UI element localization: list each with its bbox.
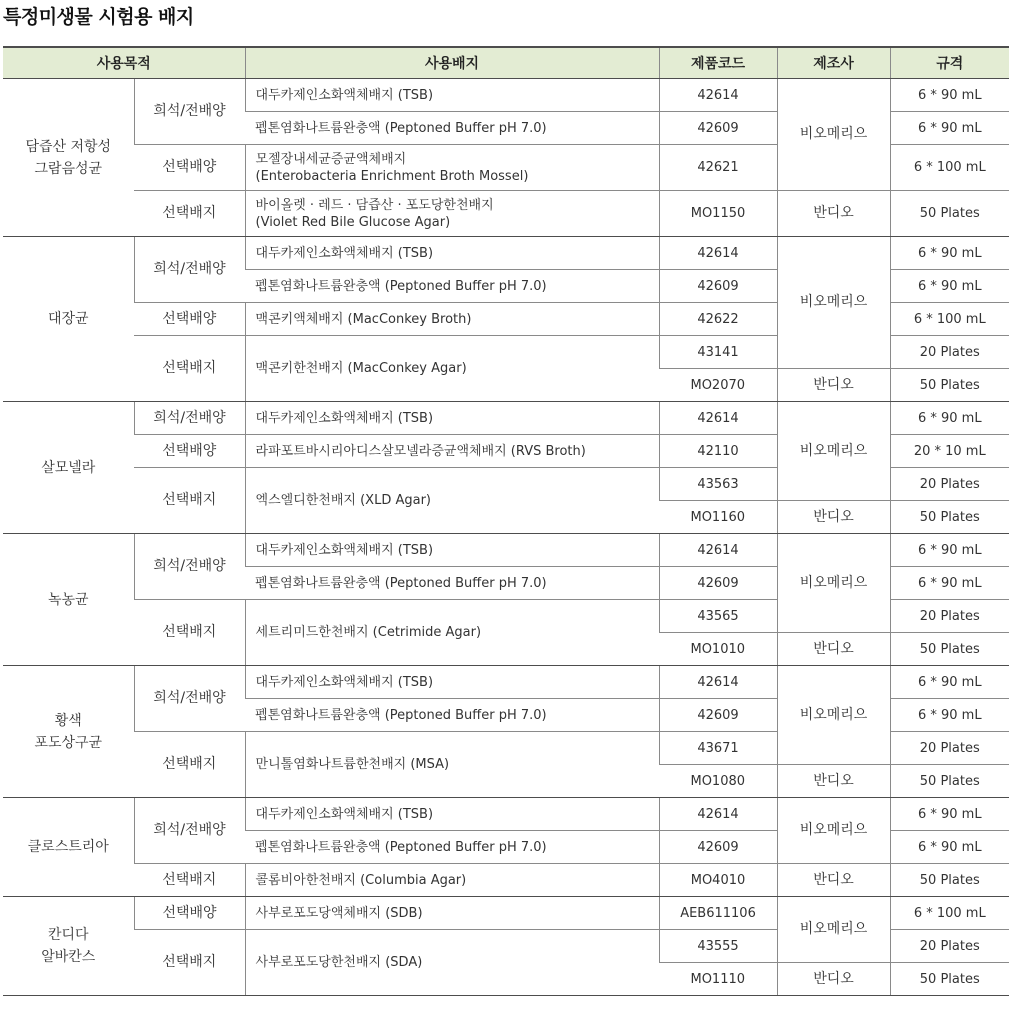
maker-cell: 비오메리으 — [777, 798, 890, 864]
page-title: 특정미생물 시험용 배지 — [3, 6, 194, 28]
organism-cell: 녹농균 — [3, 534, 134, 666]
code-cell: 42609 — [659, 699, 777, 732]
spec-cell: 6 * 100 mL — [890, 897, 1009, 930]
table-row — [3, 402, 1009, 435]
purpose-cell: 희석/전배양 — [134, 534, 245, 600]
purpose-cell: 희석/전배양 — [134, 79, 245, 145]
maker-cell: 반디오 — [777, 864, 890, 897]
media-cell: 사부로포도당한천배지 (SDA) — [245, 930, 659, 996]
media-cell: 대두카제인소화액체배지 (TSB) — [245, 534, 659, 567]
media-cell: 대두카제인소화액체배지 (TSB) — [245, 666, 659, 699]
header-spec: 규격 — [890, 47, 1009, 79]
maker-cell: 반디오 — [777, 765, 890, 798]
code-cell: 43565 — [659, 600, 777, 633]
code-cell: 43555 — [659, 930, 777, 963]
media-cell: 사부로포도당액체배지 (SDB) — [245, 897, 659, 930]
media-cell: 콜롬비아한천배지 (Columbia Agar) — [245, 864, 659, 897]
purpose-cell: 희석/전배양 — [134, 798, 245, 864]
purpose-cell: 선택배지 — [134, 191, 245, 237]
code-cell: 43141 — [659, 336, 777, 369]
purpose-cell: 선택배양 — [134, 897, 245, 930]
purpose-cell: 선택배지 — [134, 930, 245, 996]
spec-cell: 50 Plates — [890, 963, 1009, 996]
purpose-cell: 희석/전배양 — [134, 402, 245, 435]
media-table — [3, 46, 1009, 996]
spec-cell: 20 Plates — [890, 468, 1009, 501]
table-row — [3, 897, 1009, 930]
spec-cell: 50 Plates — [890, 765, 1009, 798]
purpose-cell: 선택배지 — [134, 864, 245, 897]
purpose-cell: 선택배지 — [134, 600, 245, 666]
header-row — [3, 47, 1009, 79]
spec-cell: 6 * 90 mL — [890, 112, 1009, 145]
code-cell: 42609 — [659, 831, 777, 864]
media-cell: 대두카제인소화액체배지 (TSB) — [245, 237, 659, 270]
maker-cell: 반디오 — [777, 501, 890, 534]
spec-cell: 20 Plates — [890, 930, 1009, 963]
spec-cell: 50 Plates — [890, 501, 1009, 534]
maker-cell: 반디오 — [777, 963, 890, 996]
spec-cell: 6 * 90 mL — [890, 831, 1009, 864]
media-name: 바이올렛 · 레드 · 담즙산 · 포도당한천배지 — [255, 197, 494, 213]
spec-cell: 6 * 90 mL — [890, 567, 1009, 600]
table-row — [3, 79, 1009, 112]
maker-cell: 비오메리으 — [777, 79, 890, 191]
spec-cell: 50 Plates — [890, 864, 1009, 897]
maker-cell: 반디오 — [777, 191, 890, 237]
maker-cell: 비오메리으 — [777, 666, 890, 765]
media-name-en: (Enterobacteria Enrichment Broth Mossel) — [255, 168, 529, 184]
code-cell: 42609 — [659, 567, 777, 600]
code-cell: 42609 — [659, 270, 777, 303]
code-cell: MO1010 — [659, 633, 777, 666]
spec-cell: 20 Plates — [890, 600, 1009, 633]
spec-cell: 6 * 90 mL — [890, 402, 1009, 435]
code-cell: MO1110 — [659, 963, 777, 996]
media-cell: 펩톤염화나트륨완충액 (Peptoned Buffer pH 7.0) — [245, 567, 659, 600]
purpose-cell: 선택배지 — [134, 732, 245, 798]
purpose-cell: 선택배지 — [134, 336, 245, 402]
spec-cell: 6 * 90 mL — [890, 534, 1009, 567]
purpose-cell: 희석/전배양 — [134, 666, 245, 732]
maker-cell: 반디오 — [777, 633, 890, 666]
code-cell: 42609 — [659, 112, 777, 145]
media-name: 모젤장내세균증균액체배지 — [255, 151, 407, 167]
table-row — [3, 237, 1009, 270]
header-maker: 제조사 — [777, 47, 890, 79]
media-cell: 만니톨염화나트륨한천배지 (MSA) — [245, 732, 659, 798]
table-row — [3, 666, 1009, 699]
maker-cell: 비오메리으 — [777, 897, 890, 963]
spec-cell: 20 * 10 mL — [890, 435, 1009, 468]
media-cell: 펩톤염화나트륨완충액 (Peptoned Buffer pH 7.0) — [245, 831, 659, 864]
media-cell: 펩톤염화나트륨완충액 (Peptoned Buffer pH 7.0) — [245, 699, 659, 732]
code-cell: MO1160 — [659, 501, 777, 534]
spec-cell: 6 * 100 mL — [890, 303, 1009, 336]
maker-cell: 비오메리으 — [777, 534, 890, 633]
spec-cell: 6 * 90 mL — [890, 270, 1009, 303]
media-cell: 엑스엘디한천배지 (XLD Agar) — [245, 468, 659, 534]
table-row — [3, 864, 1009, 897]
organism-cell: 살모넬라 — [3, 402, 134, 534]
code-cell: MO2070 — [659, 369, 777, 402]
code-cell: 43563 — [659, 468, 777, 501]
maker-cell: 비오메리으 — [777, 402, 890, 501]
code-cell: 42622 — [659, 303, 777, 336]
purpose-cell: 선택배양 — [134, 145, 245, 191]
purpose-cell: 희석/전배양 — [134, 237, 245, 303]
code-cell: 42614 — [659, 237, 777, 270]
media-cell: 펩톤염화나트륨완충액 (Peptoned Buffer pH 7.0) — [245, 112, 659, 145]
code-cell: AEB611106 — [659, 897, 777, 930]
code-cell: 42614 — [659, 79, 777, 112]
code-cell: 42110 — [659, 435, 777, 468]
media-cell: 맥콘키액체배지 (MacConkey Broth) — [245, 303, 659, 336]
code-cell: 43671 — [659, 732, 777, 765]
media-cell: 대두카제인소화액체배지 (TSB) — [245, 402, 659, 435]
spec-cell: 50 Plates — [890, 191, 1009, 237]
purpose-cell: 선택배양 — [134, 303, 245, 336]
code-cell: MO1080 — [659, 765, 777, 798]
spec-cell: 6 * 100 mL — [890, 145, 1009, 191]
purpose-cell: 선택배양 — [134, 435, 245, 468]
code-cell: 42621 — [659, 145, 777, 191]
media-cell: 대두카제인소화액체배지 (TSB) — [245, 79, 659, 112]
media-cell: 펩톤염화나트륨완충액 (Peptoned Buffer pH 7.0) — [245, 270, 659, 303]
header-purpose: 사용목적 — [3, 47, 245, 79]
spec-cell: 50 Plates — [890, 369, 1009, 402]
code-cell: MO1150 — [659, 191, 777, 237]
table-row — [3, 191, 1009, 237]
maker-cell: 비오메리으 — [777, 237, 890, 369]
code-cell: 42614 — [659, 666, 777, 699]
media-name-en: (Violet Red Bile Glucose Agar) — [255, 214, 451, 230]
header-code: 제품코드 — [659, 47, 777, 79]
organism-cell: 대장균 — [3, 237, 134, 402]
organism-cell: 황색 포도상구균 — [3, 666, 134, 798]
spec-cell: 6 * 90 mL — [890, 237, 1009, 270]
organism-cell: 클로스트리아 — [3, 798, 134, 897]
code-cell: 42614 — [659, 798, 777, 831]
code-cell: 42614 — [659, 402, 777, 435]
spec-cell: 20 Plates — [890, 732, 1009, 765]
organism-cell: 담즙산 저항성 그람음성균 — [3, 79, 134, 237]
table-row — [3, 798, 1009, 831]
code-cell: MO4010 — [659, 864, 777, 897]
media-cell — [245, 145, 659, 191]
purpose-cell: 선택배지 — [134, 468, 245, 534]
organism-cell: 칸디다 알바칸스 — [3, 897, 134, 996]
spec-cell: 6 * 90 mL — [890, 79, 1009, 112]
maker-cell: 반디오 — [777, 369, 890, 402]
code-cell: 42614 — [659, 534, 777, 567]
spec-cell: 20 Plates — [890, 336, 1009, 369]
table-row — [3, 534, 1009, 567]
media-cell: 세트리미드한천배지 (Cetrimide Agar) — [245, 600, 659, 666]
spec-cell: 50 Plates — [890, 633, 1009, 666]
spec-cell: 6 * 90 mL — [890, 666, 1009, 699]
spec-cell: 6 * 90 mL — [890, 798, 1009, 831]
media-cell: 맥콘키한천배지 (MacConkey Agar) — [245, 336, 659, 402]
media-cell — [245, 191, 659, 237]
media-cell: 라파포트바시리아디스살모넬라증균액체배지 (RVS Broth) — [245, 435, 659, 468]
media-cell: 대두카제인소화액체배지 (TSB) — [245, 798, 659, 831]
spec-cell: 6 * 90 mL — [890, 699, 1009, 732]
header-media: 사용배지 — [245, 47, 659, 79]
